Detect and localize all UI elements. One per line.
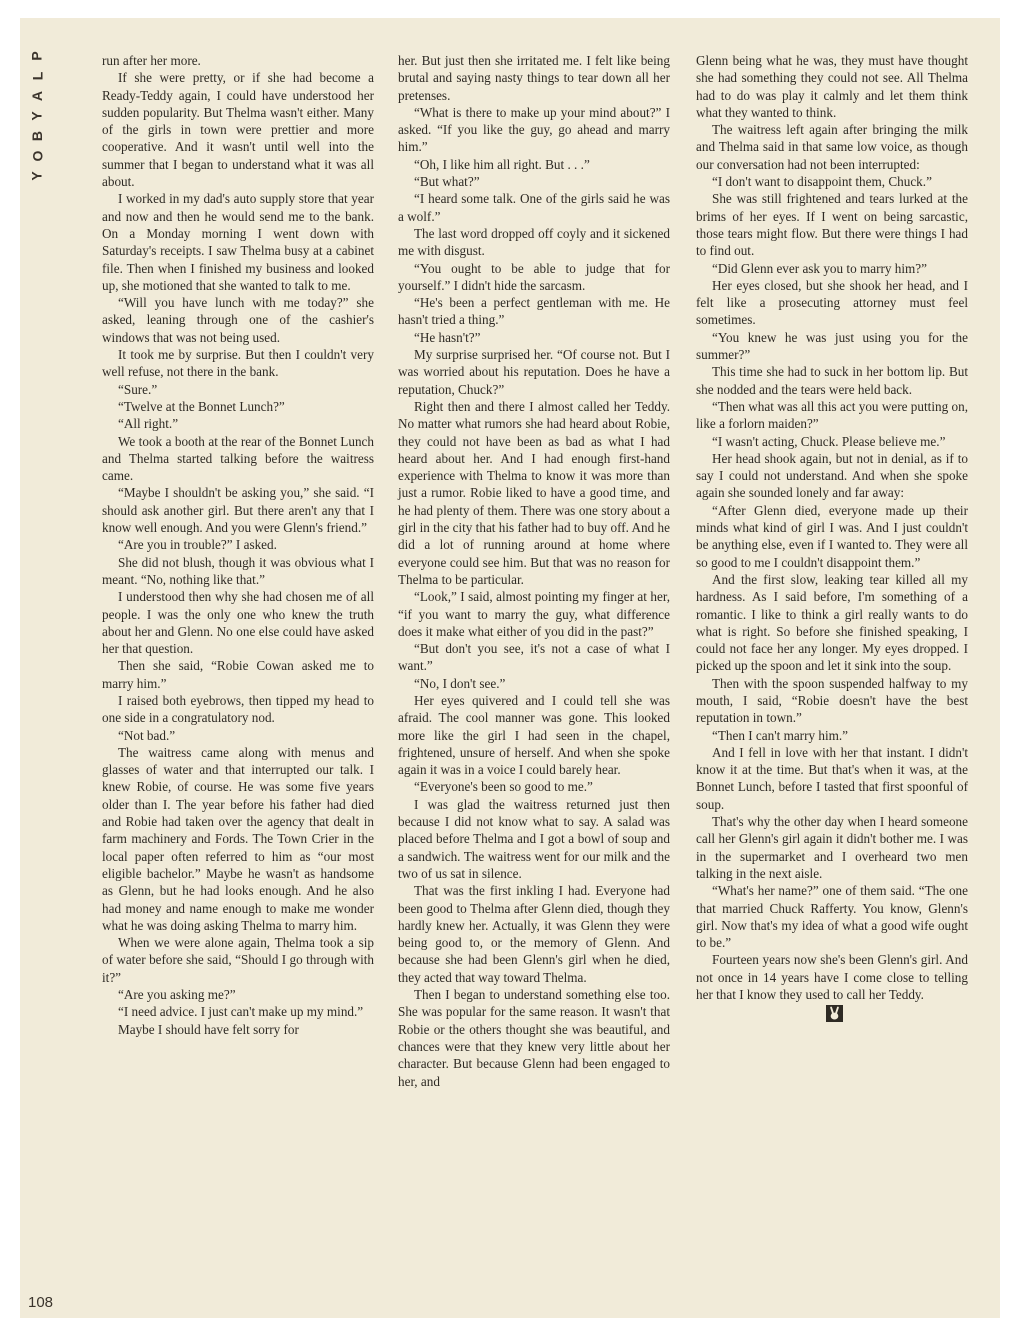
paragraph: It took me by surprise. But then I couldn't very well refuse, not there in the bank. (102, 347, 374, 380)
paragraph: “Did Glenn ever ask you to marry him?” (712, 260, 927, 276)
paragraph: And I fell in love with her that instant. I didn't know it at the time. But that's when it was, at the Bonnet Lunch, before I tasted that first spoonful of soup. (696, 744, 968, 812)
paragraph: “Sure.” (118, 381, 158, 397)
paragraph: My surprise surprised her. “Of course not. But I was worried about his reputation. Does he have a reputation, Chuck?” (398, 347, 670, 397)
paragraph: “Oh, I like him all right. But . . .” (414, 156, 590, 172)
paragraph: “Not bad.” (118, 727, 176, 743)
paragraph: “He hasn't?” (414, 329, 481, 345)
running-head-letter: P (29, 51, 45, 61)
article-column-3 (696, 52, 968, 1022)
magazine-running-head (24, 46, 50, 186)
running-head-letter: Y (29, 171, 45, 181)
paragraph: I worked in my dad's auto supply store that year and now and then he would send me to the bank. On a Monday morning I went down with Saturday's receipts. I saw Thelma busy at a cabinet file. Then when I finished my business and looked up, she motioned that she wanted to talk to me. (102, 191, 374, 293)
paragraph: “Are you asking me?” (118, 987, 236, 1003)
paragraph: run after her more. (102, 53, 201, 68)
paragraph: That was the first inkling I had. Everyone had been good to Thelma after Glenn died, though they hardly knew her. Actually, it was Glenn they were being good to, or the memory of Glenn. And because she had been Glenn's girl when he died, they acted that way toward Thelma. (398, 883, 670, 985)
paragraph: The waitress left again after bringing the milk and Thelma said in that same low voice, as though our conversation had not been interrupted: (696, 122, 968, 172)
paragraph: “Will you have lunch with me today?” she asked, leaning through one of the cashier's windows that was not being used. (102, 295, 374, 345)
paragraph: “Maybe I shouldn't be asking you,” she said. “I should ask another girl. But there aren't any that I know well enough. And you were Glenn's friend.” (102, 485, 374, 536)
paragraph: “Are you in trouble?” I asked. (118, 537, 277, 553)
article-column-1 (102, 52, 374, 1038)
paragraph: “But what?” (414, 174, 480, 190)
paragraph: She was still frightened and tears lurked at the brims of her eyes. If I went on being sarcastic, those tears might flow. But there were things I had to find out. (696, 191, 968, 259)
paragraph: “I need advice. I just can't make up my mind.” (118, 1004, 364, 1020)
paragraph: Then with the spoon suspended halfway to my mouth, I said, “Robie doesn't have the best reputation in town.” (696, 675, 968, 726)
paragraph: And the first slow, leaking tear killed all my hardness. As I said before, I'm something of a romantic. I like to think a girl really wants to do what is right. So before she finished speaking, I could not face her any longer. My eyes dropped. I picked up the spoon and let it sink into the soup. (696, 571, 968, 674)
paragraph: She did not blush, though it was obvious what I meant. “No, nothing like that.” (102, 554, 374, 587)
paragraph: Fourteen years now she's been Glenn's girl. And not once in 14 years have I come close to telling her that I know they used to call her Teddy. (696, 952, 968, 1003)
paragraph: “He's been a perfect gentleman with me. He hasn't tried a thing.” (398, 295, 670, 328)
running-head-letter: L (29, 71, 45, 81)
paragraph: This time she had to suck in her bottom lip. But she nodded and the tears were held back. (696, 364, 968, 397)
paragraph: “Look,” I said, almost pointing my finger at her, “if you want to marry the guy, what difference does it make what either of you did in the past?” (398, 589, 670, 639)
paragraph: Her eyes quivered and I could tell she was afraid. The cool manner was gone. This looked more like the girl I had seen in the chapel, frightened, unsure of herself. And when she spoke again it was in a voice I could barely hear. (398, 692, 670, 778)
paragraph: her. But just then she irritated me. I felt like being brutal and saying nasty things to tear down all her pretenses. (398, 53, 670, 103)
paragraph: When we were alone again, Thelma took a sip of water before she said, “Should I go through with it?” (102, 935, 374, 985)
paragraph: The last word dropped off coyly and it sickened me with disgust. (398, 225, 670, 259)
paragraph: “Then I can't marry him.” (712, 727, 849, 743)
end-mark (696, 1003, 968, 1021)
paragraph: I raised both eyebrows, then tipped my head to one side in a congratulatory nod. (102, 692, 374, 726)
page-number: 108 (28, 1294, 54, 1311)
paragraph: “Then what was all this act you were putting on, like a forlorn maiden?” (696, 398, 968, 432)
paragraph: “You knew he was just using you for the summer?” (696, 329, 968, 363)
paragraph: I was glad the waitress returned just then because I did not know what to say. A salad was placed before Thelma and I got a bowl of soup and a sandwich. The waitress went for our milk and the two of us sat in silence. (398, 796, 670, 881)
paragraph: Maybe I should have felt sorry for (118, 1021, 299, 1037)
paragraph: Glenn being what he was, they must have thought she had something they could not see. All Thelma had to do was play it calmly and let them think what they wanted to think. (696, 53, 968, 120)
paragraph: “You ought to be able to judge that for yourself.” I didn't hide the sarcasm. (398, 260, 670, 293)
paragraph: “I heard some talk. One of the girls said he was a wolf.” (398, 191, 670, 224)
rabbit-head-icon (826, 1005, 843, 1022)
article-column-2 (398, 52, 670, 1090)
running-head-letter: A (29, 90, 45, 102)
paragraph: “I don't want to disappoint them, Chuck.” (712, 174, 932, 190)
paragraph: “No, I don't see.” (414, 675, 506, 691)
paragraph: “Everyone's been so good to me.” (414, 779, 593, 795)
paragraph: Her eyes closed, but she shook her head, and I felt like a prosecuting attorney must feel sometimes. (696, 277, 968, 328)
paragraph: “What's her name?” one of them said. “The one that married Chuck Rafferty. You know, Glenn's girl. Now that's my idea of what a good wife ought to be.” (696, 883, 968, 951)
paragraph: The waitress came along with menus and glasses of water and that interrupted our talk. I knew Robie, of course. He was some five years older than I. The year before his father had died and Robie had taken over the agency that dealt in farm machinery and Fords. The Town Crier in the local paper often referred to him as “our most eligible bachelor.” Maybe he wasn't as handsome as Glenn, but he had looks enough. And he also had money and name enough to make me wonder what he was doing asking Thelma to marry him. (102, 744, 374, 933)
paragraph: We took a booth at the rear of the Bonnet Lunch and Thelma started talking before the waitress came. (102, 433, 374, 484)
running-head-letter: B (29, 130, 45, 142)
paragraph: I understood then why she had chosen me of all people. I was the only one who knew the truth about her and Glenn. No one else could have asked her that question. (102, 589, 374, 657)
paragraph: Then she said, “Robie Cowan asked me to marry him.” (102, 658, 374, 691)
paragraph: “I wasn't acting, Chuck. Please believe me.” (712, 433, 946, 449)
running-head-letter: O (28, 150, 45, 162)
paragraph: “All right.” (118, 416, 179, 432)
paragraph: If she were pretty, or if she had become a Ready-Teddy again, I could have understood her sudden popularity. But Thelma wasn't either. Many of the girls in town were prettier and more cooperative. And it wasn't until well into the summer that I began to understand what it was all about. (102, 70, 374, 190)
paragraph: “But don't you see, it's not a case of what I want.” (398, 641, 670, 674)
paragraph: “After Glenn died, everyone made up their minds what kind of girl I was. And I just couldn't be anything else, even if I wanted to. They were all so good to me I couldn't disappoint them.” (696, 502, 968, 570)
running-head-letter: Y (29, 111, 45, 121)
paragraph: Right then and there I almost called her Teddy. No matter what rumors she had heard about Robie, they could not have been as bad as what I had heard about her. And I had enough first-hand experience with Thelma to know it was more than just a rumor. Robie liked to have a good time, and he had plenty of them. There was one story about a girl in the city that his father had to buy off. And he did a lot of running around at home where everyone could see him. But that was no reason for Thelma to be particular. (398, 398, 670, 587)
magazine-page (20, 18, 1000, 1318)
paragraph: “Twelve at the Bonnet Lunch?” (118, 398, 285, 414)
paragraph: Her head shook again, but not in denial, as if to say I could not understand. And when she spoke again she sounded lonely and far away: (696, 450, 968, 501)
paragraph: “What is there to make up your mind about?” I asked. “If you like the guy, go ahead and marry him.” (398, 104, 670, 155)
paragraph: That's why the other day when I heard someone call her Glenn's girl again it didn't bother me. I was in the supermarket and I overheard two men talking in the next aisle. (696, 814, 968, 881)
paragraph: Then I began to understand something else too. She was popular for the same reason. It wasn't that Robie or the others thought she was beautiful, and chances were that they knew very little about her character. But because Glenn had been engaged to her, and (398, 987, 670, 1089)
